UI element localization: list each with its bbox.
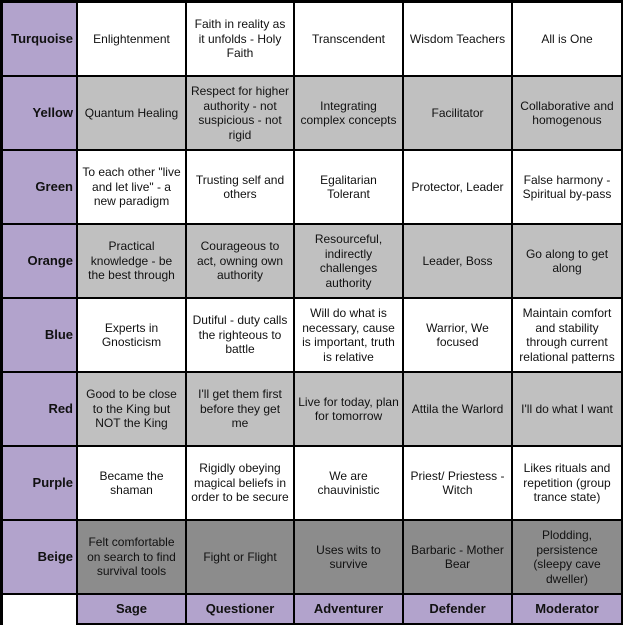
column-label-defender: Defender — [404, 595, 513, 625]
table-cell: Maintain comfort and stability through current relational patterns — [513, 299, 623, 373]
column-label-adventurer: Adventurer — [295, 595, 404, 625]
table-cell: Protector, Leader — [404, 151, 513, 225]
table-cell: All is One — [513, 3, 623, 77]
table-cell: Enlightenment — [78, 3, 187, 77]
row-label-green: Green — [3, 151, 78, 225]
table-cell: Integrating complex concepts — [295, 77, 404, 151]
table-cell: Wisdom Teachers — [404, 3, 513, 77]
table-cell: Practical knowledge - be the best through — [78, 225, 187, 299]
row-label-beige: Beige — [3, 521, 78, 595]
table-cell: Plodding, persistence (sleepy cave dweller) — [513, 521, 623, 595]
table-cell: Go along to get along — [513, 225, 623, 299]
corner-blank — [3, 595, 78, 625]
column-label-sage: Sage — [78, 595, 187, 625]
table-cell: Dutiful - duty calls the righteous to battle — [187, 299, 295, 373]
table-cell: I'll get them first before they get me — [187, 373, 295, 447]
table-cell: I'll do what I want — [513, 373, 623, 447]
table-cell: Attila the Warlord — [404, 373, 513, 447]
table-cell: We are chauvinistic — [295, 447, 404, 521]
table-cell: Rigidly obeying magical beliefs in order to be secure — [187, 447, 295, 521]
table-cell: Uses wits to survive — [295, 521, 404, 595]
table-cell: Experts in Gnosticism — [78, 299, 187, 373]
table-cell: Quantum Healing — [78, 77, 187, 151]
table-cell: Will do what is necessary, cause is important, truth is relative — [295, 299, 404, 373]
row-label-red: Red — [3, 373, 78, 447]
table-cell: Faith in reality as it unfolds - Holy Faith — [187, 3, 295, 77]
table-cell: Priest/ Priestess - Witch — [404, 447, 513, 521]
row-label-blue: Blue — [3, 299, 78, 373]
table-cell: Good to be close to the King but NOT the King — [78, 373, 187, 447]
column-label-moderator: Moderator — [513, 595, 623, 625]
table-cell: False harmony - Spiritual by-pass — [513, 151, 623, 225]
table-cell: Leader, Boss — [404, 225, 513, 299]
table-cell: To each other "live and let live" - a new paradigm — [78, 151, 187, 225]
table-cell: Transcendent — [295, 3, 404, 77]
table-cell: Fight or Flight — [187, 521, 295, 595]
table-cell: Facilitator — [404, 77, 513, 151]
table-cell: Became the shaman — [78, 447, 187, 521]
table-cell: Felt comfortable on search to find survival tools — [78, 521, 187, 595]
table-cell: Collaborative and homogenous — [513, 77, 623, 151]
table-cell: Live for today, plan for tomorrow — [295, 373, 404, 447]
row-label-turquoise: Turquoise — [3, 3, 78, 77]
row-label-yellow: Yellow — [3, 77, 78, 151]
row-label-orange: Orange — [3, 225, 78, 299]
table-cell: Trusting self and others — [187, 151, 295, 225]
table-cell: Resourceful, indirectly challenges authority — [295, 225, 404, 299]
table-cell: Barbaric - Mother Bear — [404, 521, 513, 595]
table-cell: Courageous to act, owning own authority — [187, 225, 295, 299]
column-label-questioner: Questioner — [187, 595, 295, 625]
table-cell: Warrior, We focused — [404, 299, 513, 373]
row-label-purple: Purple — [3, 447, 78, 521]
table-cell: Egalitarian Tolerant — [295, 151, 404, 225]
table-cell: Likes rituals and repetition (group trance state) — [513, 447, 623, 521]
table-cell: Respect for higher authority - not suspicious - not rigid — [187, 77, 295, 151]
